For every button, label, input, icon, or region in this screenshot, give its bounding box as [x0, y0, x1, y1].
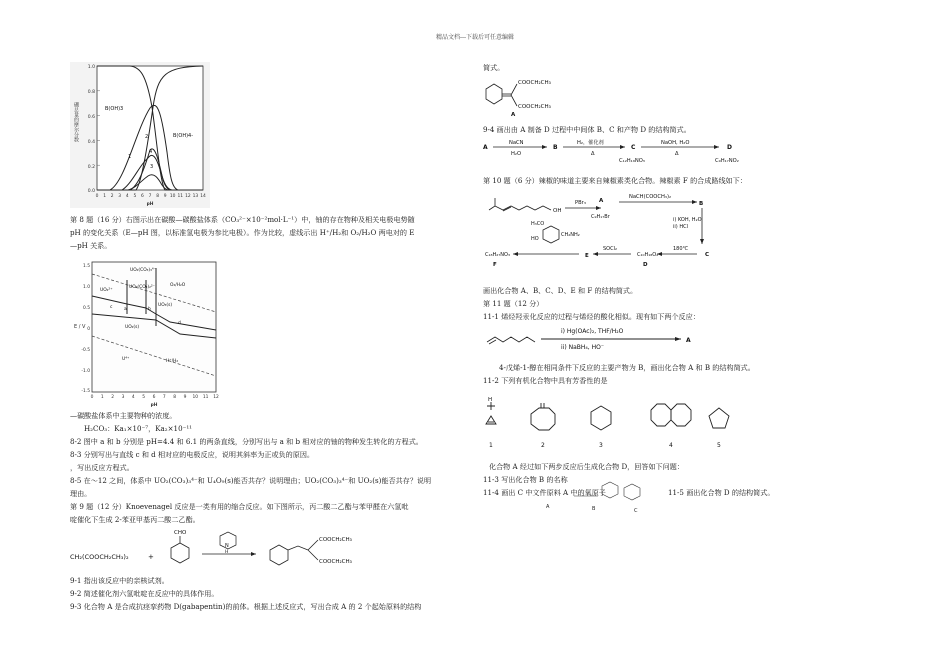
x-tick: 12: [185, 194, 191, 199]
y-tick: -1.0: [81, 369, 90, 374]
label-a: A: [599, 198, 604, 204]
x-tick: 13: [192, 194, 199, 199]
label-d: D: [643, 262, 648, 268]
q9-2: 9-2 简述催化剂六氢吡啶在反应中的具体作用。: [70, 589, 219, 598]
formula-a: C₉H₁₇Br: [591, 214, 610, 220]
knoevenagel-scheme: [70, 526, 410, 576]
methoxy: H₃CO: [531, 221, 545, 227]
reagent-top: i) Hg(OAc)₂, THF/H₂O: [561, 328, 624, 335]
reagent-bottom: ii) NaBH₄, HO⁻: [561, 344, 604, 351]
hydroxyl: OH: [553, 208, 562, 214]
species-label: b: [148, 307, 151, 312]
oxymercuration-scheme: [483, 322, 703, 356]
q8-body-line: 8-5 在～12 之间，体系中 UO₂(CO₃)₃⁴⁻和 U₄O₉(s)能否共存？说明理由；UO₂(CO₃)₃⁴⁻和 UO₂(s)能否共存？说明: [70, 476, 432, 485]
mol-number: 3: [599, 442, 603, 449]
x-tick: 2: [111, 395, 115, 400]
species-label: UO₂(s): [125, 325, 140, 330]
y-tick: 1.0: [83, 285, 90, 290]
species-label: c: [110, 305, 113, 310]
x-tick: 4: [125, 194, 129, 199]
y-tick: -0.5: [81, 348, 90, 353]
q10-intro: 第 10 题（6 分）辣椒的味道主要来自辣椒素类化合物。辣椒素 F 的合成路线如下：: [483, 176, 747, 185]
reagent: Δ: [591, 151, 595, 157]
compound-a-label: A: [511, 112, 516, 118]
mol-number: 5: [717, 442, 721, 449]
curve-label: B(OH)4-: [173, 133, 194, 139]
q8-body-line: 8-2 图中 a 和 b 分别是 pH=4.4 和 6.1 的两条直线，分别写出与 a 和 b 相对应的铀的物种发生转化的方程式。: [70, 437, 423, 446]
y-tick: 0: [87, 327, 90, 332]
q11-4: 11-4 画出 C 中文件原料 A 中的氧原子: [483, 488, 606, 497]
x-tick: 11: [177, 194, 184, 199]
label-e: E: [585, 253, 589, 259]
mol-number: 2: [541, 442, 545, 449]
x-tick: 2: [110, 194, 114, 199]
x-tick: 4: [131, 395, 135, 400]
q8-intro-line: pH 的变化关系（E—pH 图，以标准氢电极为参比电极）。作为比较，虚线示出 H⁺/H₂和 O₂/H₂O 两电对的 E: [70, 228, 415, 237]
x-tick: 10: [169, 194, 176, 199]
formula-d: C₁₀H₁₈O₂: [637, 252, 659, 258]
product-a: A: [686, 337, 691, 344]
formula-c: C₁₂H₁₉NO₃: [619, 158, 645, 164]
reagent: NaCN: [509, 140, 524, 146]
x-tick: 14: [200, 194, 206, 199]
q11-1b: 4-戊烯-1-醇在相同条件下反应的主要产物为 B，画出化合物 A 和 B 的结构简式。: [499, 363, 755, 372]
species-label: UO₂²⁺: [100, 288, 113, 293]
curve-label: 2: [145, 134, 149, 140]
capsaicin-synthesis-scheme: [483, 188, 783, 270]
label-b: B: [699, 201, 704, 207]
species-label: UO₃(s): [158, 303, 173, 308]
reagent: ii) HCl: [673, 224, 688, 230]
mol-number: 1: [489, 442, 493, 449]
q8-body-line: 理由。: [70, 489, 92, 498]
y-axis-label: 硼总量的摩尔分数: [73, 102, 79, 142]
x-tick: 8: [173, 395, 177, 400]
overlay-b: B: [592, 506, 596, 512]
species-label: a: [124, 307, 127, 312]
x-tick: 10: [192, 395, 199, 400]
q11-2b: 化合物 A 经过如下两步反应后生成化合物 D，回答如下问题：: [489, 462, 684, 471]
x-tick: 8: [156, 194, 159, 199]
q11-5: 11-5 画出化合物 D 的结构简式。: [668, 488, 775, 497]
y-axis-label: E / V: [74, 324, 86, 330]
q8-intro-line: —pH 关系。: [70, 241, 112, 250]
overlay-a: A: [546, 504, 550, 510]
x-tick: 5: [142, 395, 146, 400]
curve-label: B(OH)3: [105, 106, 124, 112]
page-header: 精品文档---下载后可任意编辑: [435, 34, 515, 41]
y-tick: 0.0: [87, 189, 95, 194]
x-tick: 3: [118, 194, 122, 199]
uranium-e-ph-diagram: [70, 258, 220, 408]
y-tick: -1.5: [81, 389, 90, 394]
y-tick: 0.6: [87, 115, 95, 120]
x-tick: 5: [133, 194, 137, 199]
formula-d: C₉H₁₇NO₂: [715, 158, 739, 164]
y-tick: 1.0: [87, 65, 95, 70]
q8-body-line: H₂CO₃：Ka₁×10⁻⁷，Ka₂×10⁻¹¹: [84, 424, 193, 433]
q10-tail: 画出化合物 A、B、C、D、E 和 F 的结构简式。: [483, 286, 638, 295]
x-tick: 9: [183, 395, 187, 400]
species-label: H⁺/H₂: [166, 359, 179, 364]
q9-3: 9-3 化合物 A 是合成抗痉挛药物 D(gabapentin)的前体。根据上述反应式，写出合成 A 的 2 个起始原料的结构: [70, 602, 422, 611]
x-tick: 0: [95, 194, 99, 199]
y-tick: 1.5: [83, 264, 90, 269]
plus-sign: +: [148, 553, 154, 561]
species-label: U⁴⁺: [122, 357, 130, 362]
q9-intro-line: 啶催化下生成 2-苯亚甲基丙二酸二乙酯。: [70, 515, 200, 524]
malonate-formula: CH₂(COOCH₂CH₃)₂: [70, 553, 129, 561]
scheme-9-4: [483, 136, 773, 166]
formula-f: C₁₈H₂₇NO₃: [485, 252, 510, 258]
q8-intro-line: 第 8 题（16 分）右图示出在碳酸—碳酸盐体系（CO₃²⁻×10⁻²mol·L⁻¹）中，铀的存在物种及相关电极电势随: [70, 215, 415, 224]
q11-2: 11-2 下列有机化合物中具有芳香性的是: [483, 376, 608, 385]
x-tick: 1: [103, 194, 106, 199]
species-label: UO₂(CO₃)₃⁴⁻: [130, 268, 156, 273]
y-tick: 0.2: [87, 165, 95, 170]
x-tick: 0: [90, 395, 94, 400]
reagent: Δ: [675, 151, 679, 157]
x-tick: 1: [100, 395, 104, 400]
reagent: 180℃: [673, 246, 689, 252]
q11-3: 11-3 写出化合物 B 的名称: [483, 475, 568, 484]
q11-1: 11-1 烯烃羟汞化反应的过程与烯烃的酸化相似。现有如下两个反应：: [483, 312, 700, 321]
reagent: NaCH(COOCH₃)₂: [629, 194, 672, 200]
curve-label: 3: [150, 164, 154, 170]
hydroxy: HO: [531, 236, 539, 242]
chain-c: C: [631, 144, 636, 151]
boric-acid-distribution-figure: [70, 62, 210, 208]
species-label: d: [178, 321, 181, 326]
label-f: F: [493, 262, 497, 268]
aminomethyl: CH₂NH₂: [561, 232, 580, 238]
y-tick: 0.8: [87, 90, 95, 95]
chain-b: B: [553, 144, 558, 151]
species-label: UO₂(CO₃)₂²⁻: [129, 285, 155, 290]
x-tick: 9: [163, 194, 167, 199]
overlapping-scheme: [540, 478, 670, 516]
reagent: H₂，催化剂: [577, 140, 604, 146]
x-tick: 3: [121, 395, 125, 400]
q8-body-line: ，写出反应方程式。: [70, 463, 134, 472]
aldehyde-label: CHO: [174, 530, 187, 536]
reagent: H₂O: [511, 151, 522, 157]
curve-label: 1: [128, 154, 132, 160]
x-tick: 6: [152, 395, 156, 400]
q8-body-line: —碳酸盐体系中主要物种的浓度。: [70, 411, 177, 420]
label-c: C: [705, 252, 710, 258]
x-axis-label: pH: [150, 403, 158, 408]
overlay-c: C: [634, 508, 638, 514]
ester-bottom: COOCH₂CH₃: [518, 104, 551, 110]
y-tick: 0.5: [83, 306, 90, 311]
reagent: i) KOH, H₂O: [673, 217, 702, 223]
curve-label: 4: [149, 149, 153, 155]
reagent: SOCl₂: [603, 246, 617, 252]
reagent: PBr₃: [575, 200, 586, 206]
reagent: NaOH, H₂O: [661, 140, 690, 146]
x-tick: 12: [213, 395, 219, 400]
q11-title: 第 11 题（12 分）: [483, 299, 544, 308]
q9-intro-line: 第 9 题（12 分）Knoevenagel 反应是一类有用的缩合反应。如下图所示，丙二酸二乙酯与苯甲醛在六氢吡: [70, 502, 409, 511]
catalyst-n: N: [225, 543, 229, 549]
ester-top: COOCH₂CH₃: [319, 537, 352, 543]
chain-d: D: [727, 144, 732, 151]
mol-number: 4: [669, 442, 673, 449]
h-label: H: [488, 397, 493, 403]
species-label: O₂/H₂O: [170, 283, 186, 288]
x-tick: 11: [202, 395, 209, 400]
x-tick: 7: [148, 194, 152, 199]
q9-4: 9-4 画出由 A 制备 D 过程中中间体 B、C 和产物 D 的结构简式。: [483, 125, 691, 134]
ester-bottom: COOCH₂CH₃: [319, 559, 352, 565]
aromaticity-candidates: [483, 392, 773, 452]
x-tick: 7: [162, 395, 166, 400]
y-tick: 0.4: [87, 140, 95, 145]
compound-a-structure: [483, 74, 593, 118]
q9-1: 9-1 指出该反应中的亲核试剂。: [70, 576, 169, 585]
catalyst-h: H: [225, 550, 229, 555]
chain-a: A: [483, 144, 488, 151]
x-tick: 6: [141, 194, 144, 199]
x-axis-label: pH: [146, 202, 154, 207]
jianshi-line: 简式。: [483, 63, 505, 72]
q8-body-line: 8-3 分别写出与直线 c 和 d 相对应的电极反应，说明其斜率为正或负的原因。: [70, 450, 315, 459]
ester-top: COOCH₂CH₃: [518, 80, 551, 86]
